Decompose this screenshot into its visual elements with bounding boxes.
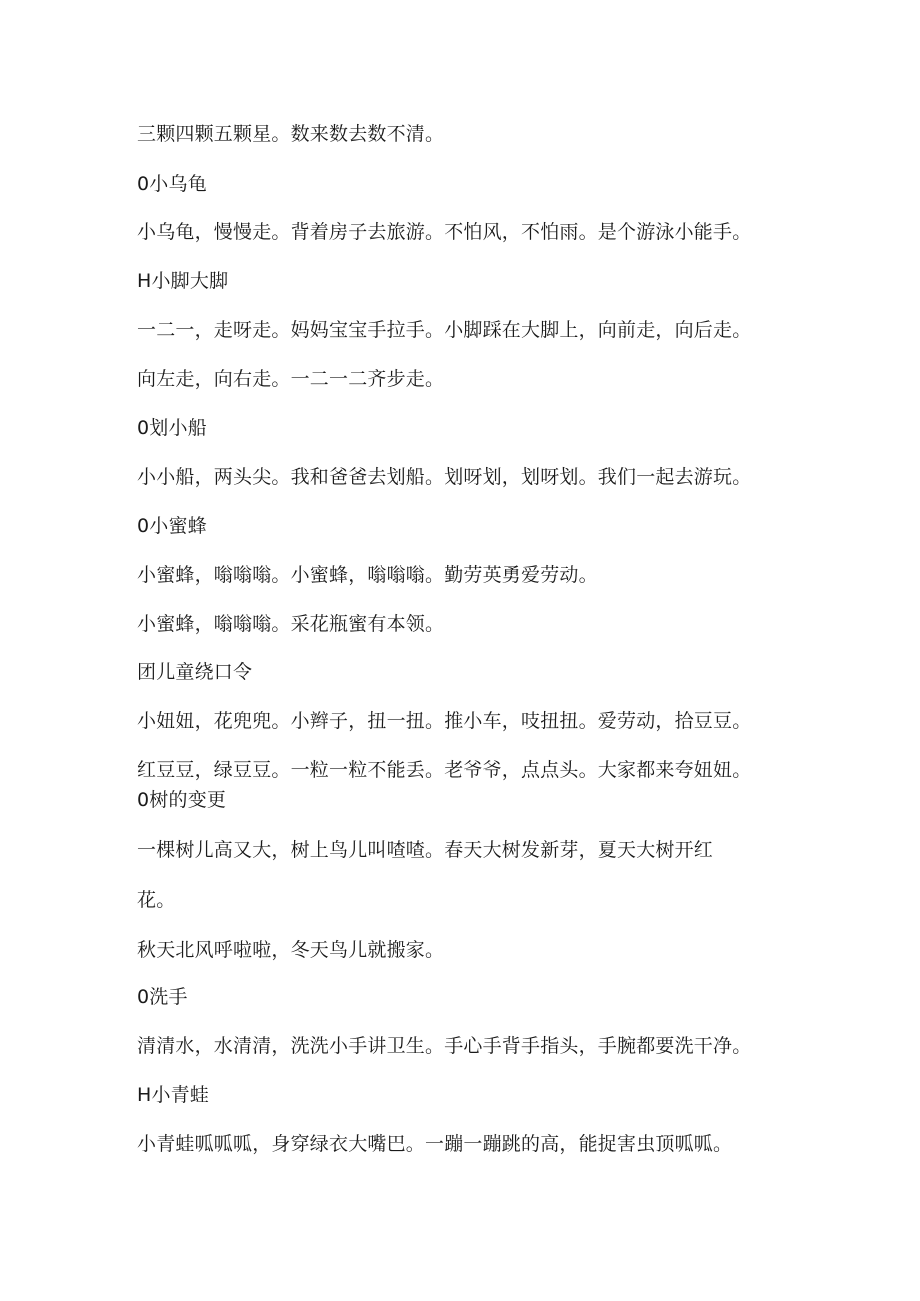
text-line: 红豆豆，绿豆豆。一粒一粒不能丢。老爷爷，点点头。大家都来夸妞妞。 [137, 759, 752, 781]
text-line: 小乌龟，慢慢走。背着房子去旅游。不怕风，不怕雨。是个游泳小能手。 [137, 221, 752, 243]
text-line: 秋天北风呼啦啦，冬天鸟儿就搬家。 [137, 939, 445, 961]
section-heading: 团儿童绕口令 [137, 661, 253, 683]
text-line: 小青蛙呱呱呱，身穿绿衣大嘴巴。一蹦一蹦跳的高，能捉害虫顶呱呱。 [137, 1133, 733, 1155]
text-line: 小小船，两头尖。我和爸爸去划船。划呀划，划呀划。我们一起去游玩。 [137, 466, 752, 488]
text-line: 一二一，走呀走。妈妈宝宝手拉手。小脚踩在大脚上，向前走，向后走。 [137, 319, 752, 341]
section-heading: H小青蛙 [137, 1084, 210, 1106]
text-line: 花。 [137, 889, 176, 911]
text-line: 三颗四颗五颗星。数来数去数不清。 [137, 123, 445, 145]
section-heading: 0划小船 [137, 417, 207, 439]
text-line: 一棵树儿高又大，树上鸟儿叫喳喳。春天大树发新芽，夏天大树开红 [137, 839, 714, 861]
text-line: 小蜜蜂，嗡嗡嗡。采花瓶蜜有本领。 [137, 613, 445, 635]
section-heading: 0小蜜蜂 [137, 515, 207, 537]
text-line: 小蜜蜂，嗡嗡嗡。小蜜蜂，嗡嗡嗡。勤劳英勇爱劳动。 [137, 564, 598, 586]
text-line: 小妞妞，花兜兜。小辫子，扭一扭。推小车，吱扭扭。爱劳动，拾豆豆。 [137, 710, 752, 732]
text-line: 清清水，水清清，洗洗小手讲卫生。手心手背手指头，手腕都要洗干净。 [137, 1035, 752, 1057]
text-line: 向左走，向右走。一二一二齐步走。 [137, 368, 445, 390]
section-heading: 0小乌龟 [137, 173, 207, 195]
section-heading: 0洗手 [137, 986, 188, 1008]
section-heading: H小脚大脚 [137, 270, 229, 292]
section-heading: 0树的变更 [137, 789, 227, 811]
